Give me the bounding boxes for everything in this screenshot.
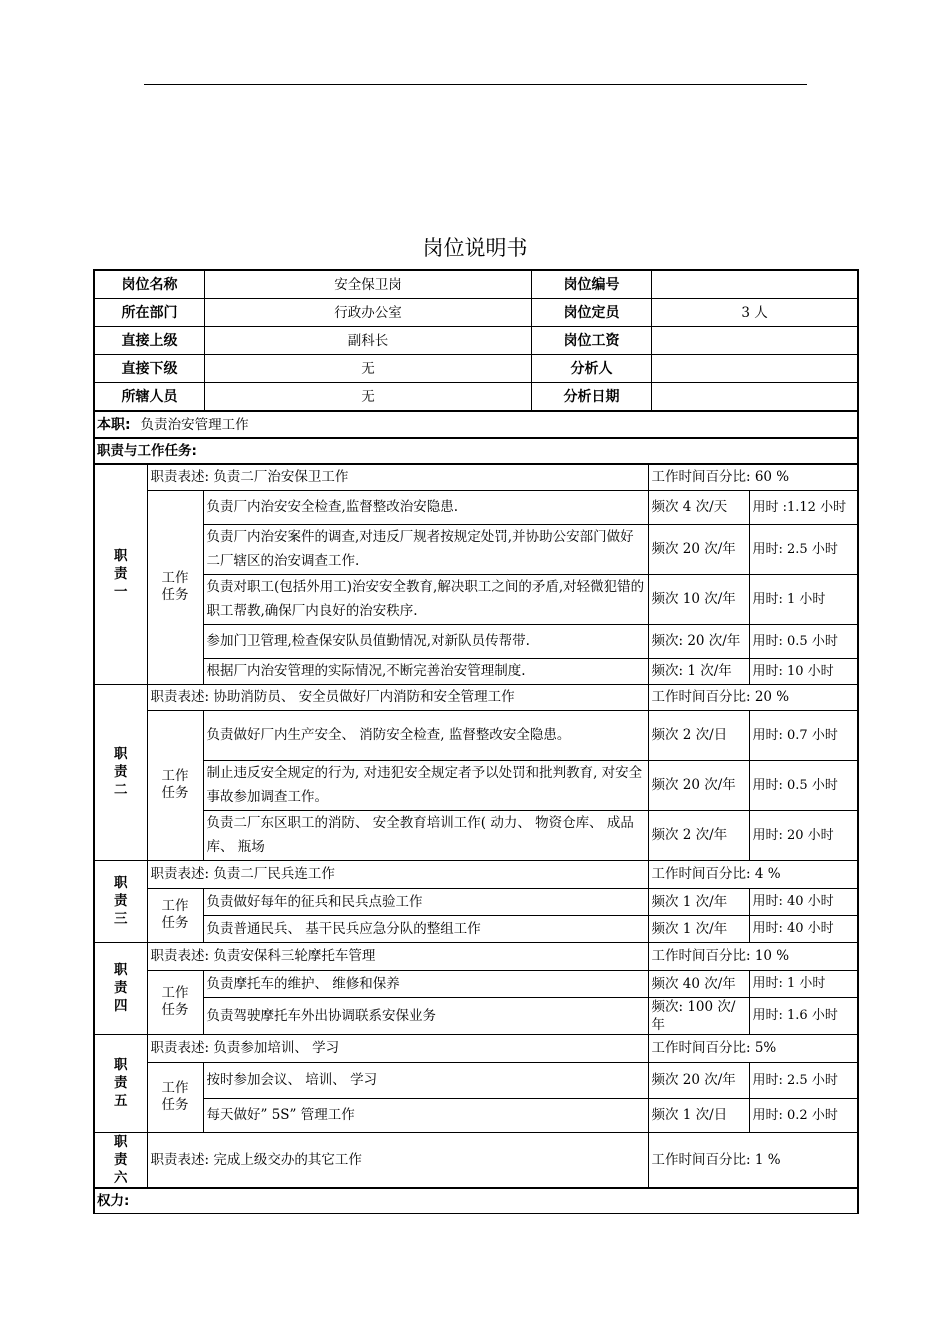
info-row (94, 327, 858, 355)
task-row (94, 710, 858, 760)
task-text: 负责二厂东区职工的消防、 安全教育培训工作( 动力、 物资仓库、 成品库、 瓶场 (203, 810, 648, 860)
task-hours: 用时: 40 小时 (749, 888, 858, 915)
duty-name-text: 职责五 (114, 1057, 128, 1109)
field-value (652, 271, 857, 298)
task-text: 每天做好” 5S” 管理工作 (203, 1098, 648, 1132)
field-value: 行政办公室 (205, 299, 532, 326)
task-label (147, 888, 203, 942)
duties-header-row (94, 438, 858, 464)
duty-summary-row (94, 684, 858, 710)
field-value (652, 327, 857, 354)
duty-summary-row (94, 860, 858, 888)
task-frequency: 频次 2 次/日 (648, 710, 749, 760)
task-frequency: 频次: 1 次/年 (648, 658, 749, 684)
duty-summary-row (94, 1034, 858, 1062)
task-hours: 用时: 1 小时 (749, 574, 858, 624)
duty-time-percent: 工作时间百分比: 20 % (648, 684, 858, 710)
duty-time-percent: 工作时间百分比: 5% (648, 1034, 858, 1062)
task-frequency: 频次 20 次/年 (648, 760, 749, 810)
task-row (94, 970, 858, 997)
task-hours: 用时 :1.12 小时 (749, 490, 858, 524)
task-row (94, 760, 858, 810)
duties-header: 职责与工作任务: (94, 438, 858, 464)
duty-name (94, 1132, 147, 1188)
task-frequency: 频次 1 次/日 (648, 1098, 749, 1132)
task-row (94, 810, 858, 860)
task-text: 负责做好每年的征兵和民兵点验工作 (203, 888, 648, 915)
task-frequency: 频次 20 次/年 (648, 524, 749, 574)
task-text: 负责普通民兵、 基干民兵应急分队的整组工作 (203, 915, 648, 942)
task-row (94, 1098, 858, 1132)
duty-name-text: 职责二 (114, 746, 128, 798)
task-frequency: 频次 20 次/年 (648, 1062, 749, 1098)
duty-time-percent: 工作时间百分比: 4 % (648, 860, 858, 888)
field-value: 3 人 (741, 304, 768, 321)
field-value: 副科长 (205, 327, 532, 354)
duty-name (94, 684, 147, 860)
task-hours: 用时: 0.5 小时 (749, 624, 858, 658)
field-label: 岗位名称 (95, 271, 205, 298)
task-label-text: 工作任务 (161, 1080, 189, 1113)
task-hours: 用时: 10 小时 (749, 658, 858, 684)
main-duty-text: 负责治安管理工作 (140, 416, 249, 433)
duty-summary: 职责表述: 完成上级交办的其它工作 (147, 1132, 648, 1188)
task-frequency: 频次 1 次/年 (648, 888, 749, 915)
duty-summary-row (94, 1132, 858, 1188)
task-row (94, 1062, 858, 1098)
duty-time-percent: 工作时间百分比: 60 % (648, 464, 858, 490)
task-label-text: 工作任务 (161, 768, 189, 801)
duty-name (94, 1034, 147, 1132)
task-text: 负责对职工(包括外用工)治安安全教育,解决职工之间的矛盾,对轻微犯错的职工帮教,确保厂内良好的治安秩序. (203, 574, 648, 624)
task-frequency: 频次 40 次/年 (648, 970, 749, 997)
main-duty-label: 本职: (97, 416, 131, 433)
field-label: 所辖人员 (95, 383, 205, 410)
task-hours: 用时: 0.7 小时 (749, 710, 858, 760)
duty-summary: 职责表述: 协助消防员、 安全员做好厂内消防和安全管理工作 (147, 684, 648, 710)
task-row (94, 658, 858, 684)
duty-name (94, 860, 147, 942)
task-frequency: 频次 2 次/年 (648, 810, 749, 860)
task-label (147, 970, 203, 1034)
duty-summary: 职责表述: 负责参加培训、 学习 (147, 1034, 648, 1062)
task-frequency: 频次: 20 次/年 (648, 624, 749, 658)
task-label-text: 工作任务 (161, 985, 189, 1018)
duty-name (94, 464, 147, 684)
task-row (94, 574, 858, 624)
duty-summary-row (94, 464, 858, 490)
task-hours: 用时: 2.5 小时 (749, 1062, 858, 1098)
duty-time-percent: 工作时间百分比: 1 % (648, 1132, 858, 1188)
duty-summary: 职责表述: 负责二厂民兵连工作 (147, 860, 648, 888)
task-text: 负责做好厂内生产安全、 消防安全检查, 监督整改安全隐患。 (203, 710, 648, 760)
task-text: 负责驾驶摩托车外出协调联系安保业务 (203, 997, 648, 1034)
task-hours: 用时: 40 小时 (749, 915, 858, 942)
duty-name-text: 职责四 (114, 962, 128, 1014)
field-label: 直接上级 (95, 327, 205, 354)
authority-label: 权力: (94, 1188, 858, 1214)
task-text: 负责厂内治安案件的调查,对违反厂规者按规定处罚,并协助公安部门做好二厂辖区的治安调查工作. (203, 524, 648, 574)
task-text: 制止违反安全规定的行为, 对违犯安全规定者予以处罚和批判教育, 对安全事故参加调查工作。 (203, 760, 648, 810)
field-label: 所在部门 (95, 299, 205, 326)
task-text: 按时参加会议、 培训、 学习 (203, 1062, 648, 1098)
task-frequency: 频次 4 次/天 (648, 490, 749, 524)
duty-summary: 职责表述: 负责安保科三轮摩托车管理 (147, 942, 648, 970)
task-frequency: 频次: 100 次/年 (648, 997, 749, 1034)
task-text: 负责厂内治安安全检查,监督整改治安隐患. (203, 490, 648, 524)
table-body (94, 270, 858, 1214)
task-row (94, 915, 858, 942)
duty-time-percent: 工作时间百分比: 10 % (648, 942, 858, 970)
duty-name-text: 职责一 (114, 548, 128, 601)
task-text: 根据厂内治安管理的实际情况,不断完善治安管理制度. (203, 658, 648, 684)
field-label: 岗位编号 (532, 271, 652, 298)
task-row (94, 490, 858, 524)
field-value: 安全保卫岗 (205, 271, 532, 298)
field-value: 无 (205, 383, 532, 410)
task-row (94, 624, 858, 658)
main-duty-row (94, 411, 858, 438)
task-label (147, 710, 203, 860)
task-label (147, 490, 203, 684)
field-label: 岗位定员 (532, 299, 652, 326)
field-value: 无 (205, 355, 532, 382)
info-row (94, 270, 858, 299)
info-row (94, 299, 858, 327)
task-hours: 用时: 0.2 小时 (749, 1098, 858, 1132)
task-frequency: 频次 10 次/年 (648, 574, 749, 624)
duty-name (94, 942, 147, 1034)
authority-row (94, 1188, 858, 1214)
field-value (652, 383, 857, 410)
task-row (94, 997, 858, 1034)
duty-summary: 职责表述: 负责二厂治安保卫工作 (147, 464, 648, 490)
task-frequency: 频次 1 次/年 (648, 915, 749, 942)
task-label-text: 工作任务 (161, 570, 189, 603)
document-title: 岗位说明书 (422, 236, 528, 260)
task-hours: 用时: 0.5 小时 (749, 760, 858, 810)
job-description-table (93, 269, 859, 1214)
task-hours: 用时: 1 小时 (749, 970, 858, 997)
duty-summary-row (94, 942, 858, 970)
task-row (94, 888, 858, 915)
field-label: 直接下级 (95, 355, 205, 382)
field-label: 岗位工资 (532, 327, 652, 354)
task-label-text: 工作任务 (161, 898, 189, 931)
task-text: 负责摩托车的维护、 维修和保养 (203, 970, 648, 997)
task-hours: 用时: 2.5 小时 (749, 524, 858, 574)
info-row (94, 383, 858, 412)
duty-name-text: 职责三 (114, 875, 128, 927)
duty-name-text: 职责六 (114, 1133, 128, 1186)
field-label: 分析人 (532, 355, 652, 382)
field-value (652, 355, 857, 382)
field-label: 分析日期 (532, 383, 652, 410)
task-hours: 用时: 1.6 小时 (749, 997, 858, 1034)
task-row (94, 524, 858, 574)
task-label (147, 1062, 203, 1132)
task-hours: 用时: 20 小时 (749, 810, 858, 860)
header-rule (144, 84, 807, 85)
task-text: 参加门卫管理,检查保安队员值勤情况,对新队员传帮带. (203, 624, 648, 658)
info-row (94, 355, 858, 383)
